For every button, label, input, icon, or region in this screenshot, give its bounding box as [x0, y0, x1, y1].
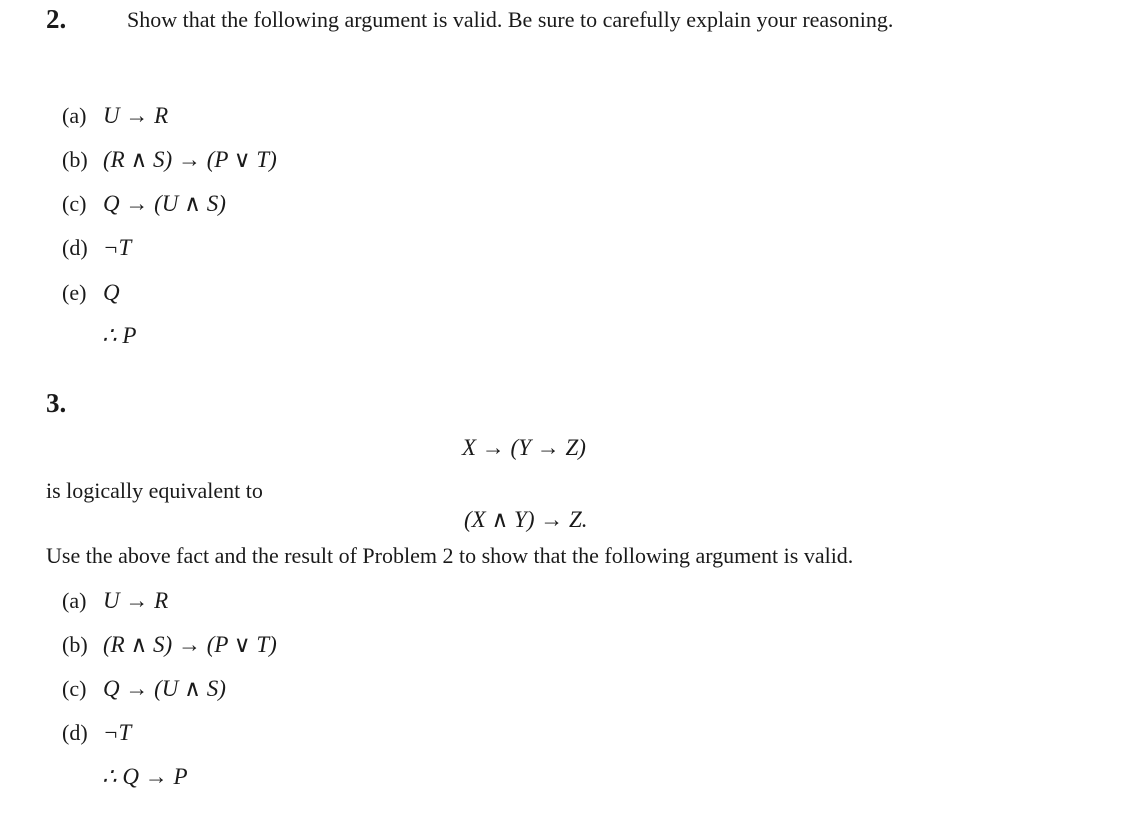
premise-label: (a) [62, 588, 87, 613]
premise-expression: Q [103, 280, 120, 305]
problem-3-equivalence-text: is logically equivalent to [46, 478, 263, 503]
premise-label: (b) [62, 147, 88, 172]
premise-label: (a) [62, 103, 87, 128]
premise-expression: U → R [103, 103, 169, 128]
problem-3-formula-2: (X ∧ Y) → Z. [464, 507, 588, 532]
premise-label: (d) [62, 235, 88, 260]
problem-3-premise-b [62, 633, 277, 656]
premise-label: (c) [62, 676, 87, 701]
problem-3-formula-1: X → (Y → Z) [462, 435, 586, 460]
premise-label: (b) [62, 632, 88, 657]
premise-label: (e) [62, 280, 87, 305]
problem-3-instruction: Use the above fact and the result of Problem 2 to show that the following argument is valid. [46, 543, 854, 568]
premise-label: (c) [62, 191, 87, 216]
premise-expression: (R ∧ S) → (P ∨ T) [103, 147, 277, 172]
problem-2-number: 2. [46, 4, 67, 34]
premise-expression: (R ∧ S) → (P ∨ T) [103, 632, 277, 657]
premise-expression: U → R [103, 588, 169, 613]
premise-expression: Q → (U ∧ S) [103, 676, 226, 701]
problem-3-premise-d [62, 721, 131, 744]
premise-expression: Q → (U ∧ S) [103, 191, 226, 216]
problem-2-premise-d [62, 236, 131, 259]
problem-2-premise-b [62, 148, 277, 171]
premise-expression: ¬T [103, 235, 132, 260]
problem-2-premise-e [62, 281, 120, 304]
problem-2-premise-a [62, 104, 168, 127]
problem-2-conclusion: ∴ P [102, 323, 137, 348]
problem-3-premise-a [62, 589, 168, 612]
problem-2-prompt: Show that the following argument is valid. Be sure to carefully explain your reasoning. [127, 7, 894, 32]
problem-3-premise-c [62, 677, 226, 700]
problem-3-number: 3. [46, 388, 67, 418]
premise-expression: ¬T [103, 720, 132, 745]
problem-3-conclusion: ∴ Q → P [102, 764, 188, 789]
problem-2-premise-c [62, 192, 226, 215]
premise-label: (d) [62, 720, 88, 745]
